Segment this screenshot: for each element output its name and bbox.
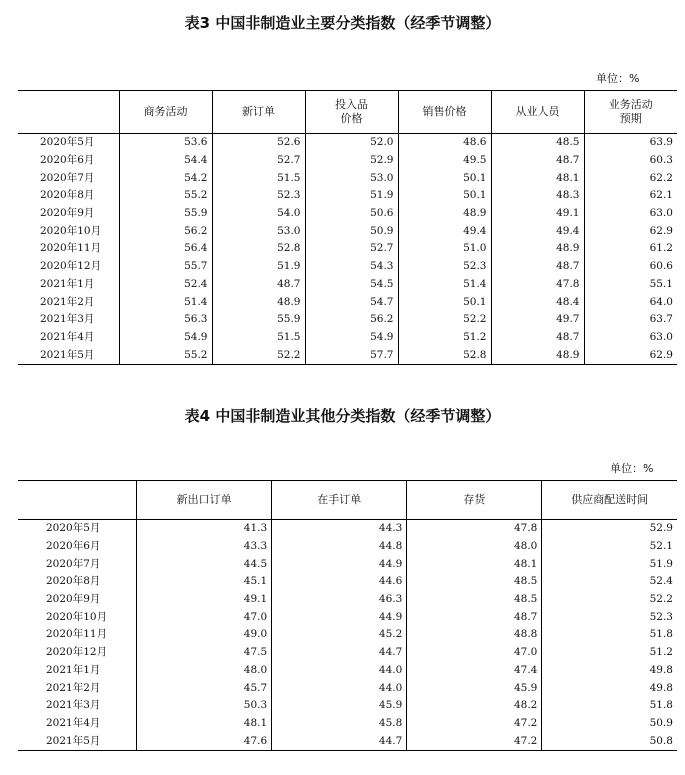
table-row xyxy=(18,555,677,573)
table-cell: 54.5 xyxy=(305,276,398,294)
row-label: 2021年2月 xyxy=(46,681,101,694)
table-cell: 44.6 xyxy=(272,573,407,591)
table-cell: 48.5 xyxy=(491,134,584,152)
table-row xyxy=(18,591,677,609)
table-cell: 62.1 xyxy=(584,187,677,205)
row-label: 2020年5月 xyxy=(46,522,101,535)
table-row xyxy=(18,293,677,311)
table-cell: 61.2 xyxy=(584,240,677,258)
table-cell: 56.2 xyxy=(119,222,212,240)
row-label: 2021年3月 xyxy=(46,699,101,712)
table-cell: 48.7 xyxy=(407,608,542,626)
row-label: 2020年10月 xyxy=(40,224,102,237)
row-label: 2020年7月 xyxy=(40,171,95,184)
table-cell: 50.6 xyxy=(305,205,398,223)
table-cell: 47.6 xyxy=(137,732,272,750)
table-cell: 48.9 xyxy=(212,293,305,311)
table3-header-0 xyxy=(18,91,119,134)
table-row xyxy=(18,644,677,662)
row-label: 2020年11月 xyxy=(46,628,108,641)
table-cell: 47.2 xyxy=(407,732,542,750)
table-row xyxy=(18,538,677,556)
row-label: 2020年8月 xyxy=(40,189,95,202)
table-cell: 47.4 xyxy=(407,662,542,680)
table-cell: 54.2 xyxy=(119,169,212,187)
table-cell: 54.9 xyxy=(305,329,398,347)
table-cell: 52.2 xyxy=(212,346,305,364)
table-cell: 54.3 xyxy=(305,258,398,276)
row-label: 2020年9月 xyxy=(40,207,95,220)
table-cell: 49.1 xyxy=(491,205,584,223)
table3-header-row xyxy=(18,91,677,134)
table-row xyxy=(18,222,677,240)
row-label: 2021年5月 xyxy=(46,734,101,747)
row-label: 2020年7月 xyxy=(46,557,101,570)
table-cell: 48.4 xyxy=(491,293,584,311)
table-cell: 52.9 xyxy=(305,152,398,170)
row-label: 2021年4月 xyxy=(40,330,95,343)
table-cell: 55.2 xyxy=(119,187,212,205)
table-row xyxy=(18,608,677,626)
table-cell: 45.7 xyxy=(137,679,272,697)
table-row xyxy=(18,205,677,223)
table3-header-4: 销售价格 xyxy=(398,91,491,134)
table3-header-3: 投入品 价格 xyxy=(305,91,398,134)
table-row xyxy=(18,134,677,152)
table-cell: 50.9 xyxy=(305,222,398,240)
table-cell: 56.2 xyxy=(305,311,398,329)
table-cell: 48.9 xyxy=(491,346,584,364)
table-row xyxy=(18,520,677,538)
table-row xyxy=(18,626,677,644)
table-cell: 63.7 xyxy=(584,311,677,329)
table-cell: 45.8 xyxy=(272,715,407,733)
table-cell: 45.9 xyxy=(272,697,407,715)
table-cell: 48.7 xyxy=(491,258,584,276)
table-cell: 41.3 xyxy=(137,520,272,538)
table-cell: 52.3 xyxy=(212,187,305,205)
table-cell: 54.0 xyxy=(212,205,305,223)
table4-header-row xyxy=(18,481,677,520)
table-cell: 60.3 xyxy=(584,152,677,170)
table-cell: 44.0 xyxy=(272,662,407,680)
table3-unit: 单位：% xyxy=(596,72,640,85)
table-cell: 44.0 xyxy=(272,679,407,697)
table-cell: 48.9 xyxy=(398,205,491,223)
table-cell: 43.3 xyxy=(137,538,272,556)
table-cell: 45.2 xyxy=(272,626,407,644)
table-cell: 55.9 xyxy=(212,311,305,329)
table3-title: 表3 中国非制造业主要分类指数（经季节调整） xyxy=(184,14,501,32)
table-cell: 44.5 xyxy=(137,555,272,573)
table-cell: 52.0 xyxy=(305,134,398,152)
table-cell: 51.4 xyxy=(398,276,491,294)
table-cell: 51.0 xyxy=(398,240,491,258)
table-cell: 51.2 xyxy=(398,329,491,347)
table-cell: 49.4 xyxy=(398,222,491,240)
table4-title: 表4 中国非制造业其他分类指数（经季节调整） xyxy=(184,407,501,425)
table-cell: 47.8 xyxy=(407,520,542,538)
table-cell: 55.9 xyxy=(119,205,212,223)
table-cell: 49.7 xyxy=(491,311,584,329)
table-row xyxy=(18,732,677,750)
table-cell: 53.0 xyxy=(212,222,305,240)
table-cell: 44.8 xyxy=(272,538,407,556)
table-row xyxy=(18,697,677,715)
table-cell: 53.0 xyxy=(305,169,398,187)
table-row xyxy=(18,258,677,276)
table-cell: 56.4 xyxy=(119,240,212,258)
table-cell: 44.9 xyxy=(272,608,407,626)
table-cell: 50.3 xyxy=(137,697,272,715)
table-cell: 47.0 xyxy=(137,608,272,626)
row-label: 2021年2月 xyxy=(40,295,95,308)
table-cell: 47.2 xyxy=(407,715,542,733)
table4 xyxy=(18,480,677,751)
table-cell: 64.0 xyxy=(584,293,677,311)
table-row xyxy=(18,573,677,591)
table4-unit: 单位：% xyxy=(610,462,654,475)
table4-header-4: 供应商配送时间 xyxy=(542,481,677,520)
table-cell: 49.8 xyxy=(542,662,677,680)
table-cell: 50.8 xyxy=(542,732,677,750)
row-label: 2020年12月 xyxy=(40,260,102,273)
table-cell: 52.4 xyxy=(119,276,212,294)
table3-header-5: 从业人员 xyxy=(491,91,584,134)
table-cell: 48.5 xyxy=(407,573,542,591)
row-label: 2021年4月 xyxy=(46,716,101,729)
table-cell: 49.4 xyxy=(491,222,584,240)
table-cell: 62.9 xyxy=(584,346,677,364)
table-cell: 51.5 xyxy=(212,329,305,347)
table-cell: 53.6 xyxy=(119,134,212,152)
row-label: 2020年6月 xyxy=(40,154,95,167)
table-row xyxy=(18,329,677,347)
table3-header-2: 新订单 xyxy=(212,91,305,134)
row-label: 2021年3月 xyxy=(40,313,95,326)
table-cell: 48.6 xyxy=(398,134,491,152)
table-cell: 63.9 xyxy=(584,134,677,152)
table-cell: 55.2 xyxy=(119,346,212,364)
table-cell: 48.7 xyxy=(212,276,305,294)
table-cell: 48.2 xyxy=(407,697,542,715)
table-cell: 52.7 xyxy=(212,152,305,170)
table-cell: 44.9 xyxy=(272,555,407,573)
table-cell: 44.3 xyxy=(272,520,407,538)
table-cell: 52.3 xyxy=(542,608,677,626)
table-cell: 45.1 xyxy=(137,573,272,591)
table-cell: 51.8 xyxy=(542,626,677,644)
table3-body xyxy=(18,134,677,365)
table4-header-3: 存货 xyxy=(407,481,542,520)
table-cell: 47.5 xyxy=(137,644,272,662)
table-cell: 50.1 xyxy=(398,293,491,311)
table-row xyxy=(18,152,677,170)
table-row xyxy=(18,311,677,329)
table-row xyxy=(18,169,677,187)
table-cell: 48.1 xyxy=(137,715,272,733)
table-cell: 50.9 xyxy=(542,715,677,733)
table-cell: 48.1 xyxy=(491,169,584,187)
row-label: 2020年11月 xyxy=(40,242,102,255)
table3 xyxy=(18,90,677,365)
table-cell: 48.3 xyxy=(491,187,584,205)
table-cell: 51.5 xyxy=(212,169,305,187)
table-cell: 55.7 xyxy=(119,258,212,276)
table4-header-1: 新出口订单 xyxy=(137,481,272,520)
table-cell: 52.9 xyxy=(542,520,677,538)
table-cell: 48.0 xyxy=(407,538,542,556)
table-cell: 48.1 xyxy=(407,555,542,573)
table-cell: 51.4 xyxy=(119,293,212,311)
table-cell: 50.1 xyxy=(398,169,491,187)
table-cell: 49.5 xyxy=(398,152,491,170)
table-cell: 52.8 xyxy=(212,240,305,258)
table-cell: 48.5 xyxy=(407,591,542,609)
row-label: 2020年5月 xyxy=(40,136,95,149)
table-cell: 49.1 xyxy=(137,591,272,609)
table-cell: 48.8 xyxy=(407,626,542,644)
table-cell: 48.9 xyxy=(491,240,584,258)
table-cell: 52.6 xyxy=(212,134,305,152)
table-cell: 51.8 xyxy=(542,697,677,715)
row-label: 2021年5月 xyxy=(40,348,95,361)
table-cell: 47.0 xyxy=(407,644,542,662)
table3-header-6: 业务活动 预期 xyxy=(584,91,677,134)
table-cell: 48.0 xyxy=(137,662,272,680)
table3-header-1: 商务活动 xyxy=(119,91,212,134)
table-cell: 51.2 xyxy=(542,644,677,662)
table-cell: 52.8 xyxy=(398,346,491,364)
row-label: 2020年8月 xyxy=(46,575,101,588)
table-cell: 52.3 xyxy=(398,258,491,276)
row-label: 2020年10月 xyxy=(46,610,108,623)
table-cell: 51.9 xyxy=(305,187,398,205)
table-row xyxy=(18,187,677,205)
table-cell: 51.9 xyxy=(542,555,677,573)
table-cell: 48.7 xyxy=(491,152,584,170)
table4-body xyxy=(18,520,677,751)
table-cell: 63.0 xyxy=(584,205,677,223)
table-row xyxy=(18,662,677,680)
table-cell: 44.7 xyxy=(272,732,407,750)
row-label: 2020年12月 xyxy=(46,646,108,659)
table-cell: 56.3 xyxy=(119,311,212,329)
table-cell: 54.4 xyxy=(119,152,212,170)
table-cell: 49.8 xyxy=(542,679,677,697)
table-cell: 62.2 xyxy=(584,169,677,187)
table-cell: 45.9 xyxy=(407,679,542,697)
table-cell: 46.3 xyxy=(272,591,407,609)
table-row xyxy=(18,679,677,697)
table-cell: 57.7 xyxy=(305,346,398,364)
table-cell: 55.1 xyxy=(584,276,677,294)
row-label: 2020年9月 xyxy=(46,593,101,606)
table-cell: 49.0 xyxy=(137,626,272,644)
table4-header-2: 在手订单 xyxy=(272,481,407,520)
table-row xyxy=(18,240,677,258)
table-cell: 48.7 xyxy=(491,329,584,347)
table-cell: 60.6 xyxy=(584,258,677,276)
row-label: 2020年6月 xyxy=(46,540,101,553)
table-cell: 52.4 xyxy=(542,573,677,591)
table-cell: 54.7 xyxy=(305,293,398,311)
table-cell: 47.8 xyxy=(491,276,584,294)
table-cell: 63.0 xyxy=(584,329,677,347)
table-cell: 52.2 xyxy=(542,591,677,609)
table-cell: 52.1 xyxy=(542,538,677,556)
table-cell: 62.9 xyxy=(584,222,677,240)
table-row xyxy=(18,276,677,294)
row-label: 2021年1月 xyxy=(40,277,95,290)
table-cell: 51.9 xyxy=(212,258,305,276)
table-cell: 44.7 xyxy=(272,644,407,662)
table-cell: 50.1 xyxy=(398,187,491,205)
table-row xyxy=(18,715,677,733)
table-cell: 54.9 xyxy=(119,329,212,347)
row-label: 2021年1月 xyxy=(46,663,101,676)
table-cell: 52.7 xyxy=(305,240,398,258)
table-cell: 52.2 xyxy=(398,311,491,329)
table4-header-0 xyxy=(18,481,137,520)
table-row xyxy=(18,346,677,364)
